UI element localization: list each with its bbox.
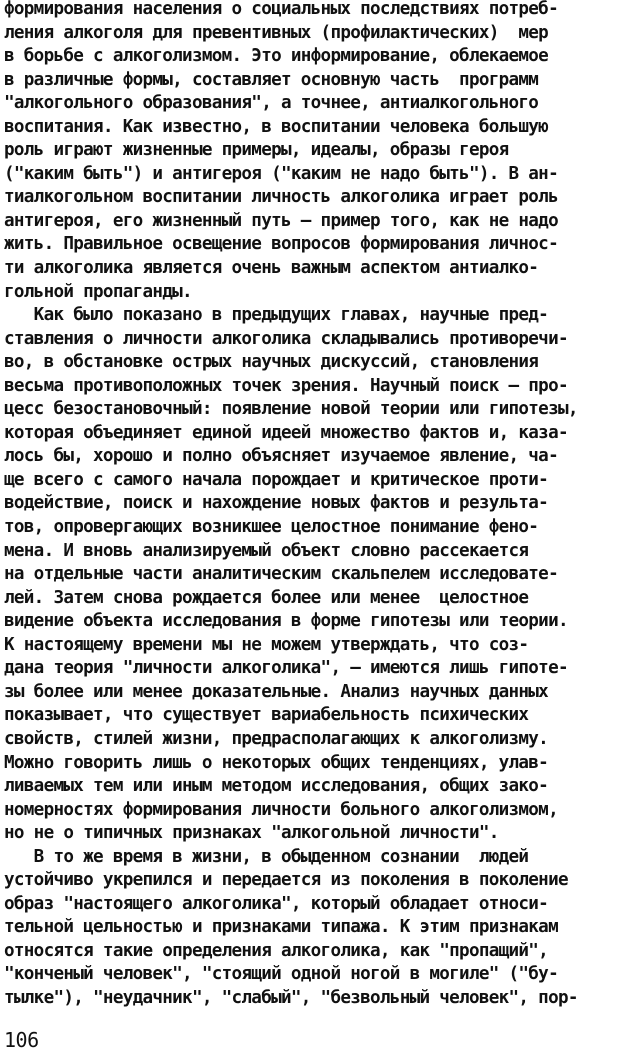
- text-line: видение объекта исследования в форме гипотезы или теории.: [4, 611, 568, 632]
- text-line: образ "настоящего алкоголика", который обладает относи-: [4, 893, 549, 914]
- text-line: Можно говорить лишь о некоторых общих тенденциях, улав-: [4, 752, 549, 773]
- text-line: ставления о личности алкоголика складывались противоречи-: [4, 328, 568, 349]
- text-line: ("каким быть") и антигероя ("каким не надо быть"). В ан-: [4, 163, 558, 184]
- text-line: жить. Правильное освещение вопросов формирования личнос-: [4, 234, 558, 255]
- text-line: формирования населения о социальных последствиях потреб-: [4, 0, 558, 19]
- text-line: ще всего с самого начала порождает и критическое проти-: [4, 469, 549, 490]
- text-line: водействие, поиск и нахождение новых фактов и результа-: [4, 493, 549, 514]
- text-line: весьма противоположных точек зрения. Научный поиск – про-: [4, 375, 568, 396]
- text-line: лей. Затем снова рождается более или менее целостное: [4, 587, 529, 608]
- text-line: тельной цельностью и признаками типажа. К этим признакам: [4, 917, 558, 938]
- text-line: ления алкоголя для превентивных (профилактических) мер: [4, 22, 549, 43]
- text-line: показывает, что существует вариабельность психических: [4, 705, 529, 726]
- text-line: К настоящему времени мы не можем утверждать, что соз-: [4, 634, 529, 655]
- text-line: устойчиво укрепился и передается из поколения в поколение: [4, 870, 568, 891]
- text-line: дана теория "личности алкоголика", – имеются лишь гипоте-: [4, 658, 568, 679]
- text-line: мена. И вновь анализируемый объект словно рассекается: [4, 540, 529, 561]
- text-line: которая объединяет единой идеей множество фактов и, каза-: [4, 422, 568, 443]
- text-line: на отдельные части аналитическим скальпелем исследовате-: [4, 564, 558, 585]
- text-line: тов, опровергающих возникшее целостное понимание фено-: [4, 517, 539, 538]
- text-line: антигероя, его жизненный путь – пример того, как не надо: [4, 210, 558, 231]
- text-line: ливаемых тем или иным методом исследования, общих зако-: [4, 776, 549, 797]
- text-line: зы более или менее доказательные. Анализ научных данных: [4, 681, 549, 702]
- text-line: "алкогольного образования", а точнее, антиалкогольного: [4, 93, 539, 114]
- body-text: [4, 0, 616, 1011]
- text-line: но не о типичных признаках "алкогольной личности".: [4, 823, 499, 844]
- text-line: тиалкогольном воспитании личность алкоголика играет роль: [4, 187, 558, 208]
- text-line: лось бы, хорошо и полно объясняет изучаемое явление, ча-: [4, 446, 558, 467]
- text-line: гольной пропаганды.: [4, 281, 192, 302]
- text-line: цесс безостановочный: появление новой теории или гипотезы,: [4, 399, 578, 420]
- text-line: роль играют жизненные примеры, идеалы, образы героя: [4, 140, 509, 161]
- text-line: Как было показано в предыдущих главах, научные пред-: [4, 305, 549, 326]
- text-line: в борьбе с алкоголизмом. Это информирование, облекаемое: [4, 46, 549, 67]
- text-line: В то же время в жизни, в обыденном сознании людей: [4, 846, 529, 867]
- text-line: в различные формы, составляет основную часть программ: [4, 69, 539, 90]
- text-line: свойств, стилей жизни, предрасполагающих к алкоголизму.: [4, 728, 549, 749]
- text-line: "конченый человек", "стоящий одной ногой в могиле" ("бу-: [4, 964, 558, 985]
- text-line: во, в обстановке острых научных дискуссий, становления: [4, 352, 539, 373]
- text-line: относятся такие определения алкоголика, как "пропащий",: [4, 940, 549, 961]
- text-line: воспитания. Как известно, в воспитании человека большую: [4, 116, 549, 137]
- text-line: ти алкоголика является очень важным аспектом антиалко-: [4, 258, 539, 279]
- text-line: тылке"), "неудачник", "слабый", "безвольный человек", пор-: [4, 987, 578, 1008]
- page-number: 106: [4, 1028, 39, 1052]
- text-line: номерностях формирования личности больного алкоголизмом,: [4, 799, 558, 820]
